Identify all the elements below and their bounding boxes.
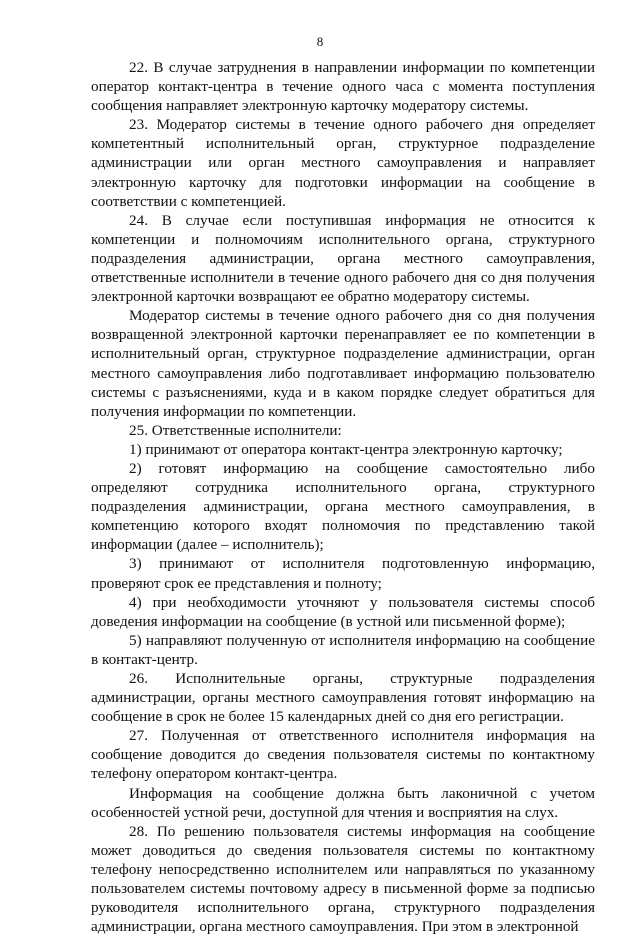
paragraph-27: 27. Полученная от ответственного исполнителя информация на сообщение доводится до сведения пользователя системы по контактному телефону оператором контакт-центра. (91, 727, 595, 783)
paragraph-24: 24. В случае если поступившая информация не относится к компетенции и полномочиям исполнительного органа, структурного подразделения администрации, органа местного самоуправления, ответственные исполнители в течение одного рабочего дня со дня получения электронной карточки возвращают ее обратно модератору системы. (91, 211, 595, 306)
list-item-25-1: 1) принимают от оператора контакт-центра электронную карточку; (129, 440, 563, 458)
list-item-25-5: 5) направляют полученную от исполнителя информацию на сообщение в контакт-центр. (91, 631, 595, 668)
paragraph-26: 26. Исполнительные органы, структурные подразделения администрации, органы местного самоуправления готовят информацию на сообщение в срок не более 15 календарных дней со дня его регистрации. (91, 670, 595, 726)
list-item-25-3: 3) принимают от исполнителя подготовленную информацию, проверяют срок ее представления и полноту; (91, 555, 595, 592)
paragraph-28: 28. По решению пользователя системы информация на сообщение может доводиться до сведения пользователя системы по контактному телефону непосредственно исполнителем или направляться по указанному пользователем системы почтовому адресу в письменной форме за подписью руководителя исполнительного органа, структурного подразделения администрации, органа местного самоуправления. При этом в электронной (91, 822, 595, 936)
paragraph-22: 22. В случае затруднения в направлении информации по компетенции оператор контакт-центра в течение одного часа с момента поступления сообщения направляет электронную карточку модератору системы. (91, 59, 595, 115)
list-item-25-2: 2) готовят информацию на сообщение самостоятельно либо определяют сотрудника исполнительного органа, структурного подразделения администрации, органа местного самоуправления, в компетенцию которого входят полномочия по представлению такой информации (далее – исполнитель); (91, 459, 595, 554)
document-body (91, 58, 595, 936)
paragraph-23: 23. Модератор системы в течение одного рабочего дня определяет компетентный исполнительный орган, структурное подразделение администрации или орган местного самоуправления и направляет электронную карточку для подготовки информации на сообщение в соответствии с компетенцией. (91, 116, 595, 210)
paragraph-27-info: Информация на сообщение должна быть лаконичной с учетом особенностей устной речи, доступной для чтения и восприятия на слух. (91, 784, 595, 821)
list-item-25-4: 4) при необходимости уточняют у пользователя системы способ доведения информации на сообщение (в устной или письменной форме); (91, 593, 595, 630)
paragraph-25: 25. Ответственные исполнители: (129, 421, 342, 439)
paragraph-24-moderator: Модератор системы в течение одного рабочего дня со дня получения возвращенной электронной карточки перенаправляет ее по компетенции в исполнительный орган, структурное подразделение администрации, орган местного самоуправления либо подготавливает информацию пользователю системы с разъяснениями, куда и в каком порядке следует обратиться для получения информации по компетенции. (91, 307, 595, 420)
page-number: 8 (316, 34, 324, 49)
